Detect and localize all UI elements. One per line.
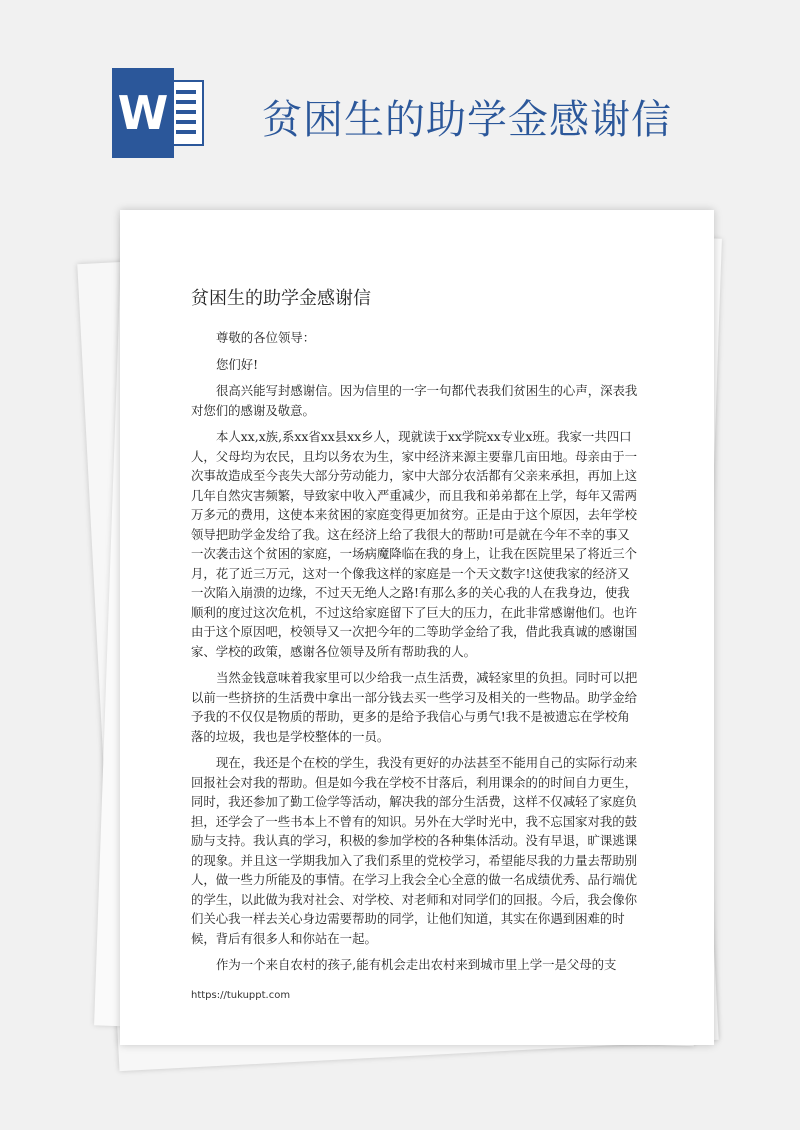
paragraph: 本人xx,x族,系xx省xx县xx乡人，现就读于xx学院xx专业x班。我家一共四口人，父母均为农民，且均以务农为生，家中经济来源主要靠几亩田地。母亲由于一次事故造成至今丧失大部分劳动能力，家中大部分农活都有父亲来承担，再加上这几年自然灾害频繁，导致家中收入严重减少，而且我和弟弟都在上学，每年又需两万多元的费用，这使本来贫困的家庭变得更加贫穷。正是由于这个原因，去年学校领导把助学金发给了我。这在经济上给了我很大的帮助!可是就在今年不幸的事又一次袭击这个贫困的家庭，一场病魔降临在我的身上，让我在医院里呆了将近三个月，花了近三万元，这对一个像我这样的家庭是一个天文数字!这使我家的经济又一次陷入崩溃的边缘，不过天无绝人之路!有那么多的关心我的人在我身边，使我顺利的度过这次危机，不过这给家庭留下了巨大的压力，在此非常感谢他们。也许由于这个原因吧，校领导又一次把今年的二等助学金给了我，借此我真诚的感谢国家、学校的政策，感谢各位领导及所有帮助我的人。 bbox=[191, 429, 638, 659]
salutation: 尊敬的各位领导： bbox=[216, 330, 316, 345]
paragraph: 当然金钱意味着我家里可以少给我一点生活费，减轻家里的负担。同时可以把以前一些挤挤的生活费中拿出一部分钱去买一些学习及相关的一些物品。助学金给予我的不仅仅是物质的帮助，更多的是给予我信心与勇气!我不是被遗忘在学校角落的垃圾，我也是学校整体的一员。 bbox=[191, 670, 638, 744]
footer-link[interactable]: https://tukuppt.com bbox=[191, 990, 291, 1001]
greeting: 您们好! bbox=[216, 356, 259, 372]
document-page bbox=[120, 210, 714, 1045]
word-logo-letter: W bbox=[112, 68, 174, 158]
document-title: 贫困生的助学金感谢信 bbox=[191, 288, 371, 309]
paragraph: 很高兴能写封感谢信。因为信里的一字一句都代表我们贫困生的心声，深表我对您们的感谢及敬意。 bbox=[191, 383, 638, 418]
paragraph: 作为一个来自农村的孩子,能有机会走出农村来到城市里上学一是父母的支 bbox=[216, 957, 617, 972]
document-body bbox=[191, 328, 641, 982]
banner-title: 贫困生的助学金感谢信 bbox=[262, 97, 672, 143]
paragraph: 现在，我还是个在校的学生，我没有更好的办法甚至不能用自己的实际行动来回报社会对我的帮助。但是如今我在学校不甘落后，利用课余的的时间自力更生，同时，我还参加了勤工俭学等活动，解决我的部分生活费，这样不仅减轻了家庭负担，还学会了一些书本上不曾有的知识。另外在大学时光中，我不忘国家对我的鼓励与支持。我认真的学习，积极的参加学校的各种集体活动。没有早退，旷课逃课的现象。并且这一学期我加入了我们系里的党校学习，希望能尽我的力量去帮助别人，做一些力所能及的事情。在学习上我会全心全意的做一名成绩优秀、品行端优的学生，以此做为我对社会、对学校、对老师和对同学们的回报。今后，我会像你们关心我一样去关心身边需要帮助的同学，让他们知道，其实在你遇到困难的时候，背后有很多人和你站在一起。 bbox=[191, 755, 638, 946]
word-logo-icon bbox=[112, 68, 212, 160]
